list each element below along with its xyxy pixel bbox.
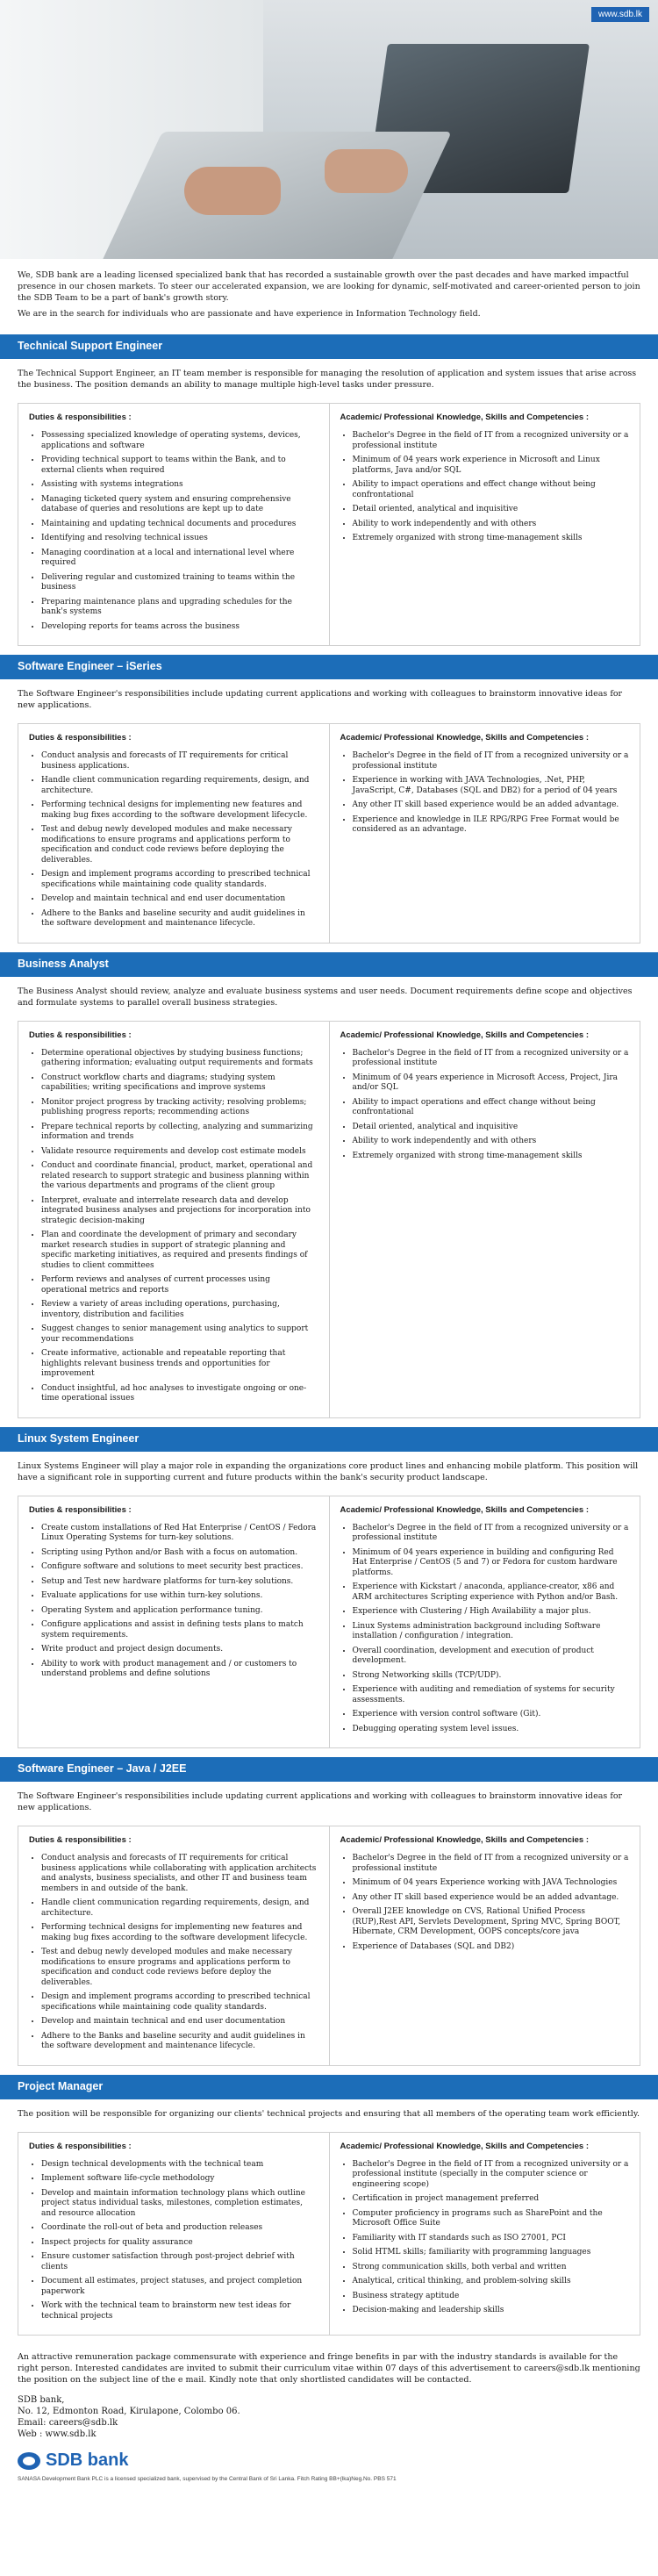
list-item: • Identifying and resolving technical issues <box>41 534 318 544</box>
address-line-2: No. 12, Edmonton Road, Kirulapone, Colombo 06. <box>18 2407 240 2416</box>
job-details-box <box>18 1826 640 2066</box>
requirements-column <box>329 2133 640 2336</box>
list-item: • Delivering regular and customized training to teams within the business <box>41 573 318 593</box>
list-item: • Ability to work independently and with others <box>353 1137 630 1147</box>
duties-column-list <box>29 1854 318 2052</box>
requirements-column-list <box>340 1854 630 1952</box>
website-tag[interactable]: www.sdb.lk <box>591 7 649 22</box>
list-item: • Linux Systems administration background including Software installation / configuration / integration. <box>353 1622 630 1642</box>
list-item: • Managing coordination at a local and international level where required <box>41 549 318 569</box>
list-item: • Strong communication skills, both verbal and written <box>353 2263 630 2273</box>
list-item: • Performing technical designs for implementing new features and making bug fixes according to the software development lifecycle. <box>41 1923 318 1943</box>
footer-logo <box>0 2443 658 2474</box>
list-item: • Scripting using Python and/or Bash with a focus on automation. <box>41 1548 318 1559</box>
list-item: • Design technical developments with the technical team <box>41 2160 318 2171</box>
list-item: • Ability to work with product management and / or customers to understand problems and define solutions <box>41 1660 318 1680</box>
list-item: • Minimum of 04 years experience in Microsoft Access, Project, Jira and/or SQL <box>353 1073 630 1094</box>
intro <box>0 259 658 329</box>
list-item: • Bachelor's Degree in the field of IT from a recognized university or a professional institute <box>353 1049 630 1069</box>
list-item: • Minimum of 04 years experience in building and configuring Red Hat Enterprise / CentOS (5 and 7) or Fedora for custom hardware platforms. <box>353 1548 630 1579</box>
list-item: • Write product and project design documents. <box>41 1645 318 1655</box>
intro-paragraph-1: We, SDB bank are a leading licensed specialized bank that has recorded a sustainable growth over the past decades and have marked impactful presence in our chosen markets. To steer our accelerated expansion, we are looking for dynamic, self-motivated and career-oriented person to join the SDB Team to be a part of bank's growth story. <box>18 270 640 303</box>
duties-column <box>18 404 329 645</box>
list-item: • Detail oriented, analytical and inquisitive <box>353 505 630 515</box>
duties-column-list <box>29 751 318 929</box>
intro-paragraph-2: We are in the search for individuals who are passionate and have experience in Information Technology field. <box>18 309 481 319</box>
list-item: • Providing technical support to teams within the Bank, and to external clients when required <box>41 456 318 476</box>
bank-logo-icon <box>18 2452 40 2470</box>
requirements-column-list <box>340 431 630 544</box>
list-item: • Inspect projects for quality assurance <box>41 2238 318 2249</box>
duties-column <box>18 1826 329 2065</box>
requirements-column-list <box>340 1049 630 1162</box>
list-item: • Familiarity with IT standards such as ISO 27001, PCI <box>353 2234 630 2244</box>
list-item: • Detail oriented, analytical and inquisitive <box>353 1123 630 1133</box>
job-description: The Software Engineer's responsibilities include updating current applications and working with colleagues to brainstorm innovative ideas for new applications. <box>18 1791 623 1812</box>
list-item: • Develop and maintain technical and end user documentation <box>41 894 318 905</box>
list-item: • Validate resource requirements and develop cost estimate models <box>41 1147 318 1158</box>
job-title-bar: Software Engineer – Java / J2EE <box>0 1757 658 1782</box>
job-title-bar: Project Manager <box>0 2075 658 2099</box>
requirements-column <box>329 1496 640 1748</box>
list-item: • Extremely organized with strong time-management skills <box>353 534 630 544</box>
list-item: • Bachelor's Degree in the field of IT from a recognized university or a professional institute <box>353 751 630 771</box>
job-details-box <box>18 2132 640 2336</box>
list-item: • Solid HTML skills; familiarity with programming languages <box>353 2248 630 2258</box>
list-item: • Certification in project management preferred <box>353 2194 630 2205</box>
requirements-column-heading: Academic/ Professional Knowledge, Skills and Competencies : <box>340 1504 589 1515</box>
list-item: • Design and implement programs according to prescribed technical specifications while maintaining code quality standards. <box>41 870 318 890</box>
list-item: • Minimum of 04 years Experience working with JAVA Technologies <box>353 1878 630 1889</box>
list-item: • Computer proficiency in programs such as SharePoint and the Microsoft Office Suite <box>353 2209 630 2229</box>
list-item: • Adhere to the Banks and baseline security and audit guidelines in the software development and maintenance lifecycle. <box>41 2032 318 2052</box>
list-item: • Handle client communication regarding requirements, design, and architecture. <box>41 776 318 796</box>
list-item: • Any other IT skill based experience would be an added advantage. <box>353 800 630 811</box>
duties-column-heading: Duties & responsibilities : <box>29 1030 132 1040</box>
list-item: • Decision-making and leadership skills <box>353 2306 630 2316</box>
duties-column-heading: Duties & responsibilities : <box>29 1835 132 1845</box>
job-description: The Technical Support Engineer, an IT team member is responsible for managing the resolution of application and system issues that arise across the business. The position demands an ability to manage multiple high-level tasks under pressure. <box>18 369 637 390</box>
hero-banner <box>0 0 658 259</box>
list-item: • Analytical, critical thinking, and problem-solving skills <box>353 2277 630 2287</box>
list-item: • Adhere to the Banks and baseline security and audit guidelines in the software development and maintenance lifecycle. <box>41 909 318 929</box>
closing-note: An attractive remuneration package commensurate with experience and fringe benefits in par with the industry standards is available for the right person. Interested candidates are invited to submit their curriculum vitae within 07 days of this advertisement to careers@sdb.lk mentioning the position on the subject line of the e mail. Kindly note that only shortlisted candidates will be contacted. <box>18 2352 640 2385</box>
job-section <box>0 1757 658 2066</box>
requirements-column-list <box>340 2160 630 2316</box>
list-item: • Configure software and solutions to meet security best practices. <box>41 1562 318 1573</box>
list-item: • Test and debug newly developed modules and make necessary modifications to ensure programs and applications perform to specification and conduct code reviews before deploy the deliverables. <box>41 1948 318 1988</box>
list-item: • Handle client communication regarding requirements, design, and architecture. <box>41 1898 318 1919</box>
list-item: • Experience with auditing and remediation of systems for security assessments. <box>353 1685 630 1705</box>
list-item: • Maintaining and updating technical documents and procedures <box>41 520 318 530</box>
email-line[interactable]: Email: careers@sdb.lk <box>18 2418 118 2428</box>
fine-print: SANASA Development Bank PLC is a licensed specialized bank, supervised by the Central Bank of Sri Lanka. Fitch Rating BB+(lka)Neg.No. PBS 571 <box>18 2476 397 2482</box>
list-item: • Bachelor's Degree in the field of IT from a recognized university or a professional institute <box>353 1524 630 1544</box>
list-item: • Monitor project progress by tracking activity; resolving problems; publishing progress reports; recommending actions <box>41 1098 318 1118</box>
list-item: • Construct workflow charts and diagrams; studying system capabilities; writing specifications and improve systems <box>41 1073 318 1094</box>
hero-hand-left <box>184 167 281 215</box>
list-item: • Developing reports for teams across the business <box>41 622 318 633</box>
job-section <box>0 2075 658 2336</box>
job-details-box <box>18 723 640 944</box>
list-item: • Ability to work independently and with others <box>353 520 630 530</box>
list-item: • Assisting with systems integrations <box>41 480 318 491</box>
job-title-bar: Linux System Engineer <box>0 1427 658 1452</box>
list-item: • Possessing specialized knowledge of operating systems, devices, applications and software <box>41 431 318 451</box>
duties-column-heading: Duties & responsibilities : <box>29 1504 132 1515</box>
job-title-bar: Software Engineer – iSeries <box>0 655 658 679</box>
list-item: • Implement software life-cycle methodology <box>41 2174 318 2185</box>
list-item: • Conduct insightful, ad hoc analyses to investigate ongoing or one-time operational issues <box>41 1384 318 1404</box>
list-item: • Prepare technical reports by collecting, analyzing and summarizing information and trends <box>41 1123 318 1143</box>
list-item: • Strong Networking skills (TCP/UDP). <box>353 1671 630 1682</box>
list-item: • Experience of Databases (SQL and DB2) <box>353 1942 630 1953</box>
list-item: • Ensure customer satisfaction through post-project debrief with clients <box>41 2252 318 2272</box>
list-item: • Minimum of 04 years work experience in Microsoft and Linux platforms, Java and/or SQL <box>353 456 630 476</box>
list-item: • Configure applications and assist in defining tests plans to match system requirements. <box>41 1620 318 1640</box>
duties-column <box>18 1496 329 1748</box>
list-item: • Develop and maintain technical and end user documentation <box>41 2017 318 2027</box>
list-item: • Bachelor's Degree in the field of IT from a recognized university or a professional institute <box>353 431 630 451</box>
list-item: • Experience and knowledge in ILE RPG/RPG Free Format would be considered as an advantage. <box>353 815 630 836</box>
web-line[interactable]: Web : www.sdb.lk <box>18 2429 97 2439</box>
job-details-box <box>18 1496 640 1749</box>
duties-column-heading: Duties & responsibilities : <box>29 2141 132 2151</box>
requirements-column-heading: Academic/ Professional Knowledge, Skills and Competencies : <box>340 1030 589 1040</box>
list-item: • Experience with Clustering / High Availability a major plus. <box>353 1607 630 1618</box>
list-item: • Coordinate the roll-out of beta and production releases <box>41 2223 318 2234</box>
requirements-column-heading: Academic/ Professional Knowledge, Skills and Competencies : <box>340 1835 589 1845</box>
list-item: • Experience with version control software (Git). <box>353 1710 630 1720</box>
list-item: • Any other IT skill based experience would be an added advantage. <box>353 1893 630 1904</box>
requirements-column-heading: Academic/ Professional Knowledge, Skills and Competencies : <box>340 2141 589 2151</box>
duties-column-list <box>29 431 318 632</box>
list-item: • Debugging operating system level issues. <box>353 1725 630 1735</box>
list-item: • Ability to impact operations and effect change without being confrontational <box>353 1098 630 1118</box>
requirements-column <box>329 1826 640 2065</box>
duties-column <box>18 2133 329 2336</box>
list-item: • Operating System and application performance tuning. <box>41 1606 318 1617</box>
list-item: • Business strategy aptitude <box>353 2292 630 2302</box>
requirements-column <box>329 1022 640 1417</box>
job-description: The Business Analyst should review, analyze and evaluate business systems and user needs. Document requirements define scope and objectives and formulate systems to parallel overall business strategies. <box>18 986 633 1008</box>
job-details-box <box>18 403 640 646</box>
hero-hand-right <box>325 149 408 193</box>
duties-column-list <box>29 2160 318 2322</box>
list-item: • Plan and coordinate the development of primary and secondary market research studies in support of strategic planning and specific marketing initiatives, as required and presents findings of studies to client committees <box>41 1231 318 1271</box>
list-item: • Create custom installations of Red Hat Enterprise / CentOS / Fedora Linux Operating Systems for turn-key solutions. <box>41 1524 318 1544</box>
list-item: • Conduct and coordinate financial, product, market, operational and related research to support strategic and business planning within the various departments and programs of the client group <box>41 1161 318 1192</box>
list-item: • Design and implement programs according to prescribed technical specifications while maintaining code quality standards. <box>41 1992 318 2013</box>
list-item: • Preparing maintenance plans and upgrading schedules for the bank's systems <box>41 598 318 618</box>
duties-column-list <box>29 1524 318 1680</box>
list-item: • Work with the technical team to brainstorm new test ideas for technical projects <box>41 2301 318 2321</box>
list-item: • Managing ticketed query system and ensuring comprehensive database of queries and resolutions are kept up to date <box>41 495 318 515</box>
list-item: • Conduct analysis and forecasts of IT requirements for critical business applications. <box>41 751 318 771</box>
job-section <box>0 334 658 646</box>
list-item: • Bachelor's Degree in the field of IT from a recognized university or a professional institute (specially in the computer science or engineering scope) <box>353 2160 630 2191</box>
job-section <box>0 655 658 944</box>
requirements-column-list <box>340 1524 630 1735</box>
list-item: • Perform reviews and analyses of current processes using operational metrics and reports <box>41 1275 318 1295</box>
job-title-bar: Business Analyst <box>0 952 658 977</box>
job-sections <box>0 334 658 2336</box>
list-item: • Experience in working with JAVA Technologies, .Net, PHP, JavaScript, C#, Databases (SQL and DB2) for a period of 04 years <box>353 776 630 796</box>
duties-column <box>18 1022 329 1417</box>
requirements-column-heading: Academic/ Professional Knowledge, Skills and Competencies : <box>340 733 589 743</box>
list-item: • Setup and Test new hardware platforms for turn-key solutions. <box>41 1577 318 1588</box>
duties-column-heading: Duties & responsibilities : <box>29 413 132 422</box>
list-item: • Test and debug newly developed modules and make necessary modifications to ensure programs and applications perform to specification and conduct code reviews before deploying the deliverables. <box>41 825 318 865</box>
duties-column-heading: Duties & responsibilities : <box>29 733 132 743</box>
list-item: • Conduct analysis and forecasts of IT requirements for critical business applications while collaborating with application architects and analysts, business specialists, and other IT and business team members in and outside of the bank. <box>41 1854 318 1894</box>
job-section <box>0 952 658 1418</box>
list-item: • Document all estimates, project statuses, and project completion paperwork <box>41 2277 318 2297</box>
list-item: • Create informative, actionable and repeatable reporting that highlights relevant business trends and opportunities for improvement <box>41 1349 318 1380</box>
list-item: • Bachelor's Degree in the field of IT from a recognized university or a professional institute <box>353 1854 630 1874</box>
list-item: • Performing technical designs for implementing new features and making bug fixes according to the software development lifecycle. <box>41 800 318 821</box>
address-line-1: SDB bank, <box>18 2395 65 2405</box>
list-item: • Develop and maintain information technology plans which outline project status individual tasks, milestones, completion estimates, and resource allocation <box>41 2189 318 2220</box>
contact-address <box>0 2391 658 2443</box>
list-item: • Evaluate applications for use within turn-key solutions. <box>41 1591 318 1602</box>
job-description: The Software Engineer's responsibilities include updating current applications and working with colleagues to brainstorm innovative ideas for new applications. <box>18 689 623 710</box>
job-title-bar: Technical Support Engineer <box>0 334 658 359</box>
list-item: • Suggest changes to senior management using analytics to support your recommendations <box>41 1324 318 1345</box>
requirements-column-list <box>340 751 630 836</box>
list-item: • Extremely organized with strong time-management skills <box>353 1152 630 1162</box>
list-item: • Determine operational objectives by studying business functions; gathering information; evaluating output requirements and formats <box>41 1049 318 1069</box>
requirements-column-heading: Academic/ Professional Knowledge, Skills and Competencies : <box>340 413 589 422</box>
duties-column-list <box>29 1049 318 1404</box>
job-details-box <box>18 1021 640 1418</box>
bank-name: SDB bank <box>46 2450 129 2470</box>
requirements-column <box>329 404 640 645</box>
job-section <box>0 1427 658 1749</box>
duties-column <box>18 724 329 943</box>
list-item: • Ability to impact operations and effect change without being confrontational <box>353 480 630 500</box>
job-description: Linux Systems Engineer will play a major role in expanding the organizations core product lines and enhancing mobile platform. This position will have a significant role in supporting current and future products within the bank's security product landscape. <box>18 1460 639 1482</box>
job-description: The position will be responsible for organizing our clients' technical projects and ensuring that all members of the operating team work efficiently. <box>18 2108 640 2119</box>
list-item: • Interpret, evaluate and interrelate research data and develop integrated business analyses and projections for incorporation into strategic decision-making <box>41 1196 318 1227</box>
list-item: • Overall coordination, development and execution of product development. <box>353 1647 630 1667</box>
list-item: • Overall J2EE knowledge on CVS, Rational Unified Process (RUP),Rest API, Servlets Development, Spring MVC, Spring BOOT, Hibernate, CRM Development, OOPS concepts/core java <box>353 1907 630 1938</box>
requirements-column <box>329 724 640 943</box>
list-item: • Experience with Kickstart / anaconda, appliance-creator, x86 and ARM architectures Scripting experience with Python and/or Bash. <box>353 1582 630 1603</box>
list-item: • Review a variety of areas including operations, purchasing, inventory, distribution and facilities <box>41 1300 318 1320</box>
